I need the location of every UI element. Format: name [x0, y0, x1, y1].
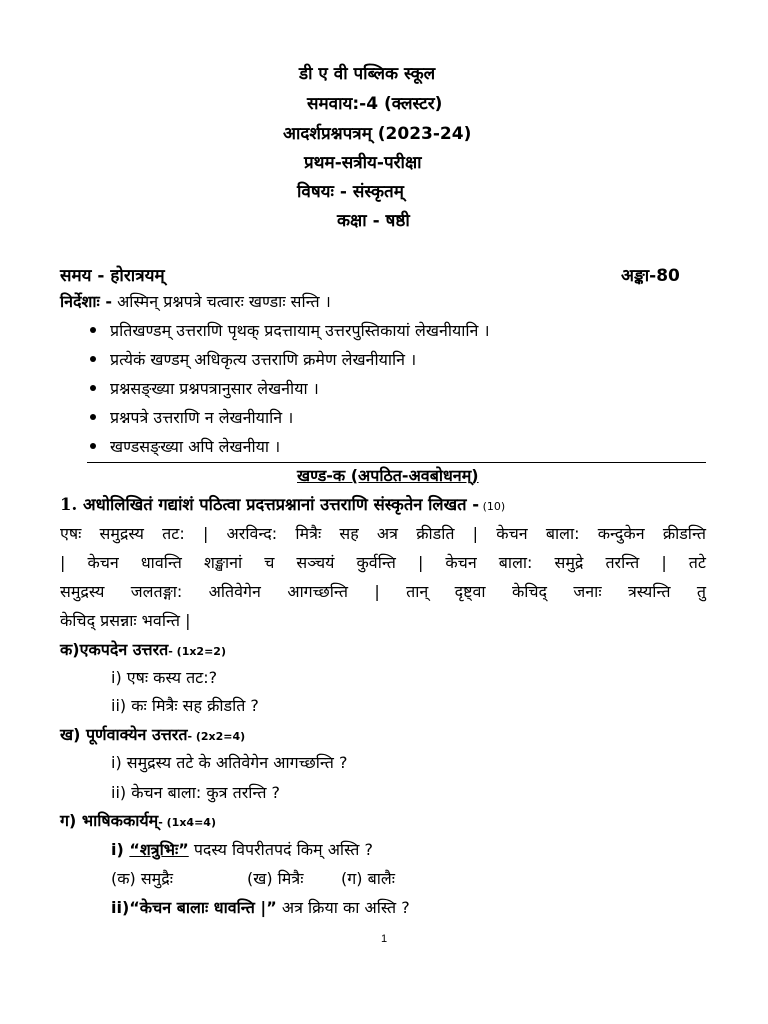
- instructions-title: निर्देशाः -: [60, 292, 112, 311]
- instruction-text: खण्डसङ्ख्या अपि लेखनीया ।: [110, 437, 281, 456]
- part-ga-heading: [60, 813, 216, 829]
- part-marks: - (1x2=2): [168, 645, 226, 658]
- paper-title: आदर्शप्रश्नपत्रम् (2023-24): [283, 124, 472, 144]
- part-label: ख) पूर्णवाक्येन उत्तरत: [60, 725, 188, 744]
- sub-question: [111, 842, 373, 858]
- instruction-item: [90, 323, 490, 339]
- bullet-icon: [90, 443, 96, 449]
- quoted-sentence: ii)“केचन बालाः धावन्ति |”: [111, 898, 277, 917]
- exam-name: प्रथम-सत्रीय-परीक्षा: [304, 153, 422, 173]
- subject-line: विषयः - संस्कृतम्: [297, 182, 404, 202]
- part-label: ग) भाषिककार्यम्: [60, 811, 159, 830]
- question-number: 1.: [60, 495, 78, 514]
- school-name: डी ए वी पब्लिक स्कूल: [299, 64, 436, 84]
- instruction-item: [90, 381, 319, 397]
- option-kha: (ख) मित्रैः: [247, 869, 304, 888]
- section-title: खण्ड-क (अपठित-अवबोधनम्): [297, 466, 479, 485]
- sub-question-text: अत्र क्रिया का अस्ति ?: [276, 898, 410, 917]
- option-ga: (ग) बालैः: [341, 869, 395, 888]
- question-1: [60, 497, 505, 514]
- part-ka-heading: [60, 642, 226, 658]
- divider-rule: [87, 462, 706, 463]
- passage-line: समुद्रस्य जलतङ्गा: अतिवेगेन आगच्छन्ति | तान् दृष्ट्वा केचिद् जनाः त्रस्यन्ति तु: [60, 582, 706, 601]
- target-word: “शत्रुभिः”: [129, 840, 189, 859]
- total-marks: अङ्का-80: [621, 266, 680, 286]
- instruction-item: [90, 352, 416, 368]
- instruction-text: प्रश्नपत्रे उत्तराणि न लेखनीयानि ।: [110, 408, 294, 427]
- part-marks: - (2x2=4): [187, 730, 246, 743]
- sub-question: ii) कः मित्रैः सह क्रीडति ?: [111, 696, 259, 715]
- bullet-icon: [90, 385, 96, 391]
- sub-question: i) एषः कस्य तट:?: [111, 668, 218, 687]
- options-row: [111, 871, 395, 887]
- instructions-heading: [60, 294, 331, 310]
- part-marks: - (1x4=4): [158, 816, 216, 829]
- sub-question-text: पदस्य विपरीतपदं किम् अस्ति ?: [188, 840, 373, 859]
- sub-question: ii) केचन बाला: कुत्र तरन्ति ?: [111, 783, 281, 802]
- question-marks: (10): [479, 500, 506, 513]
- part-label: क)एकपदेन उत्तरत: [60, 640, 169, 659]
- part-kha-heading: [60, 727, 245, 743]
- time-label: समय - होरात्रयम्: [60, 266, 165, 286]
- sub-question-prefix: i): [111, 840, 130, 859]
- sub-question: i) समुद्रस्य तटे के अतिवेगेन आगच्छन्ति ?: [111, 753, 348, 772]
- bullet-icon: [90, 356, 96, 362]
- instruction-text: प्रतिखण्डम् उत्तराणि पृथक् प्रदत्तायाम् उत्तरपुस्तिकायां लेखनीयानि ।: [110, 321, 490, 340]
- question-text: अधोलिखितं गद्यांशं पठित्वा प्रदत्तप्रश्नानां उत्तराणि संस्कृतेन लिखत -: [77, 495, 480, 514]
- bullet-icon: [90, 327, 96, 333]
- page-number: 1: [381, 933, 388, 945]
- passage-line: केचिद् प्रसन्नाः भवन्ति |: [60, 611, 191, 630]
- passage-line: | केचन धावन्ति शङ्खानां च सञ्चयं कुर्वन्ति | केचन बाला: समुद्रे तरन्ति | तटे: [60, 553, 706, 572]
- bullet-icon: [90, 414, 96, 420]
- cluster-line: समवाय:-4 (क्लस्टर): [307, 94, 443, 114]
- instruction-item: [90, 439, 280, 455]
- sub-question: [111, 900, 410, 916]
- instruction-text: प्रश्नसङ्ख्या प्रश्नपत्रानुसार लेखनीया ।: [110, 379, 319, 398]
- instruction-item: [90, 410, 293, 426]
- passage-line: एषः समुद्रस्य तट: | अरविन्द: मित्रैः सह अत्र क्रीडति | केचन बाला: कन्दुकेन क्रीडन्ति: [60, 524, 706, 543]
- class-line: कक्षा - षष्ठी: [337, 211, 410, 231]
- instruction-text: प्रत्येकं खण्डम् अधिकृत्य उत्तराणि क्रमेण लेखनीयानि ।: [110, 350, 417, 369]
- instructions-intro: अस्मिन् प्रश्नपत्रे चत्वारः खण्डाः सन्ति ।: [112, 292, 331, 311]
- option-ka: (क) समुद्रैः: [111, 869, 173, 888]
